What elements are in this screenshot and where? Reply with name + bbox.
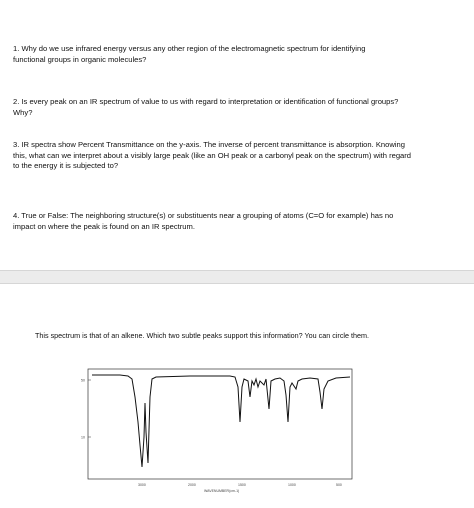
x-tick-label: 3000 <box>138 483 146 487</box>
question-4: 4. True or False: The neighboring structure(s) or substituents near a grouping of atoms (C=O for example) has no impact on where the peak is found on an IR spectrum. <box>13 211 394 231</box>
x-tick-label: 1500 <box>238 483 246 487</box>
ir-spectrum <box>80 367 355 497</box>
spectrum-trace <box>92 375 350 467</box>
x-tick-label: 500 <box>336 483 342 487</box>
x-tick-label: 2000 <box>188 483 196 487</box>
y-tick-label: 50 <box>81 378 85 383</box>
question-3: 3. IR spectra show Percent Transmittance on the y-axis. The inverse of percent transmittance is absorption. Knowing this, what can we interpret about a visibly large peak (like an OH peak or a carbonyl peak on the spectrum) with regard to the energy it is subjected to? <box>13 140 412 170</box>
y-tick-label: 10 <box>81 435 85 440</box>
question-1: 1. Why do we use infrared energy versus any other region of the electromagnetic spectrum for identifying functional groups in organic molecules? <box>13 44 366 64</box>
x-axis-label: WAVENUMBER(cm-1) <box>204 489 240 493</box>
spectrum-prompt: This spectrum is that of an alkene. Which two subtle peaks support this information? You can circle them. <box>35 331 369 340</box>
question-2: 2. Is every peak on an IR spectrum of value to us with regard to interpretation or identification of functional groups? Why? <box>13 97 399 117</box>
spectrum-frame <box>88 369 352 479</box>
worksheet-page-2 <box>0 283 474 508</box>
x-tick-label: 1000 <box>288 483 296 487</box>
